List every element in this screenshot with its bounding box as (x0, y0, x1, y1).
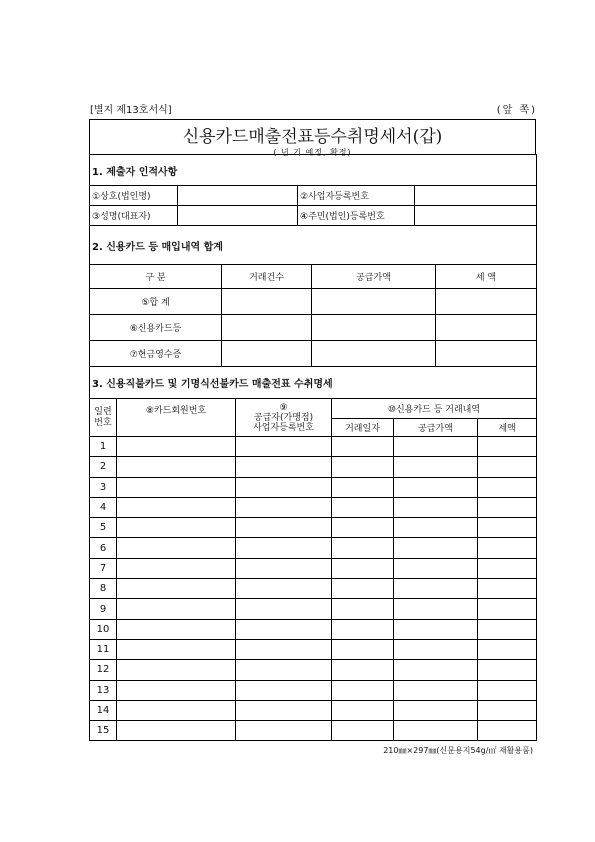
supply-amount-cell[interactable] (394, 700, 478, 720)
page-side-label: (앞 쪽) (496, 105, 537, 116)
field-label-company: ①상호(법인명) (90, 186, 178, 206)
trade-date-cell[interactable] (332, 477, 394, 497)
row-serial-number: 3 (90, 477, 117, 497)
supplier-bizno-cell[interactable] (236, 457, 332, 477)
tax-amount-cell[interactable] (478, 437, 537, 457)
section2-heading: 2. 신용카드 등 매입내역 합계 (90, 226, 537, 265)
tax-amount-cell[interactable] (478, 639, 537, 659)
tax-amount-cell[interactable] (478, 721, 537, 741)
field-value-bizno[interactable] (415, 186, 537, 206)
tax-amount-cell[interactable] (478, 579, 537, 599)
supply-amount-cell[interactable] (394, 639, 478, 659)
row-serial-number: 11 (90, 639, 117, 659)
table-row (90, 700, 537, 720)
row-serial-number: 14 (90, 700, 117, 720)
col-supplier (236, 399, 332, 437)
col-supply-amount: 공급가액 (394, 419, 478, 437)
cell-creditcard-tax[interactable] (436, 315, 537, 341)
supplier-bizno-cell[interactable] (236, 680, 332, 700)
supplier-bizno-cell[interactable] (236, 497, 332, 517)
supplier-bizno-cell[interactable] (236, 700, 332, 720)
card-number-cell[interactable] (117, 639, 236, 659)
supply-amount-cell[interactable] (394, 680, 478, 700)
table-row (90, 558, 537, 578)
supply-amount-cell[interactable] (394, 477, 478, 497)
supplier-bizno-cell[interactable] (236, 558, 332, 578)
supply-amount-cell[interactable] (394, 558, 478, 578)
card-number-cell[interactable] (117, 660, 236, 680)
card-number-cell[interactable] (117, 721, 236, 741)
card-number-cell[interactable] (117, 518, 236, 538)
col-trade-date: 거래일자 (332, 419, 394, 437)
trade-date-cell[interactable] (332, 457, 394, 477)
table-row (90, 599, 537, 619)
supplier-bizno-cell[interactable] (236, 518, 332, 538)
field-label-representative: ③성명(대표자) (90, 206, 178, 226)
supply-amount-cell[interactable] (394, 457, 478, 477)
tax-amount-cell[interactable] (478, 538, 537, 558)
row-serial-number: 12 (90, 660, 117, 680)
trade-date-cell[interactable] (332, 518, 394, 538)
row-serial-number: 7 (90, 558, 117, 578)
tax-amount-cell[interactable] (478, 660, 537, 680)
row-serial-number: 5 (90, 518, 117, 538)
section1-table (89, 154, 537, 226)
tax-amount-cell[interactable] (478, 477, 537, 497)
row-label-creditcard: ⑥신용카드등 (90, 315, 222, 341)
trade-date-cell[interactable] (332, 660, 394, 680)
cell-creditcard-count[interactable] (222, 315, 312, 341)
cell-cashreceipt-amount[interactable] (312, 341, 436, 367)
field-value-company[interactable] (178, 186, 298, 206)
cell-total-tax[interactable] (436, 289, 537, 315)
card-number-cell[interactable] (117, 497, 236, 517)
field-label-regno: ④주민(법인)등록번호 (298, 206, 415, 226)
table-row (90, 437, 537, 457)
table-row (90, 721, 537, 741)
section3-table (89, 366, 537, 741)
card-number-cell[interactable] (117, 599, 236, 619)
supplier-bizno-cell[interactable] (236, 721, 332, 741)
cell-creditcard-amount[interactable] (312, 315, 436, 341)
row-serial-number: 9 (90, 599, 117, 619)
row-label-total: ⑤합 계 (90, 289, 222, 315)
col-tax-amount: 세액 (478, 419, 537, 437)
table-row (90, 660, 537, 680)
card-number-cell[interactable] (117, 619, 236, 639)
supply-amount-cell[interactable] (394, 721, 478, 741)
row-serial-number: 1 (90, 437, 117, 457)
card-number-cell[interactable] (117, 457, 236, 477)
card-number-cell[interactable] (117, 437, 236, 457)
table-row (90, 680, 537, 700)
col-serial: 일련 번호 (90, 399, 117, 437)
supplier-bizno-cell[interactable] (236, 639, 332, 659)
supplier-bizno-cell[interactable] (236, 477, 332, 497)
tax-amount-cell[interactable] (478, 558, 537, 578)
supply-amount-cell[interactable] (394, 619, 478, 639)
col-category: 구 분 (90, 265, 222, 289)
trade-date-cell[interactable] (332, 639, 394, 659)
form-title: 신용카드매출전표등수취명세서(갑) (182, 127, 443, 147)
cell-cashreceipt-count[interactable] (222, 341, 312, 367)
row-serial-number: 15 (90, 721, 117, 741)
cell-total-amount[interactable] (312, 289, 436, 315)
section2-table (89, 225, 537, 367)
col-amount: 공급가액 (312, 265, 436, 289)
row-serial-number: 13 (90, 680, 117, 700)
col-tax: 세 액 (436, 265, 537, 289)
supply-amount-cell[interactable] (394, 579, 478, 599)
row-serial-number: 2 (90, 457, 117, 477)
table-row (90, 497, 537, 517)
table-row (90, 579, 537, 599)
tax-amount-cell[interactable] (478, 680, 537, 700)
tax-amount-cell[interactable] (478, 619, 537, 639)
trade-date-cell[interactable] (332, 558, 394, 578)
col-supplier-label: 공급자(가맹점) 사업자등록번호 (253, 412, 314, 433)
table-row (90, 639, 537, 659)
supplier-bizno-cell[interactable] (236, 437, 332, 457)
tax-amount-cell[interactable] (478, 599, 537, 619)
paper-spec-note: 210㎜×297㎜(신문용지54g/㎡ 재활용품) (383, 746, 533, 755)
form-title-box (89, 119, 536, 155)
table-row (90, 538, 537, 558)
tax-amount-cell[interactable] (478, 497, 537, 517)
card-number-cell[interactable] (117, 538, 236, 558)
supply-amount-cell[interactable] (394, 599, 478, 619)
field-value-representative[interactable] (178, 206, 298, 226)
section1-heading: 1. 제출자 인적사항 (90, 155, 537, 186)
row-serial-number: 8 (90, 579, 117, 599)
trade-date-cell[interactable] (332, 619, 394, 639)
supplier-bizno-cell[interactable] (236, 538, 332, 558)
card-number-cell[interactable] (117, 680, 236, 700)
table-row (90, 457, 537, 477)
field-label-bizno: ②사업자등록번호 (298, 186, 415, 206)
cell-cashreceipt-tax[interactable] (436, 341, 537, 367)
field-value-regno[interactable] (415, 206, 537, 226)
card-number-cell[interactable] (117, 477, 236, 497)
supply-amount-cell[interactable] (394, 660, 478, 680)
row-serial-number: 4 (90, 497, 117, 517)
section3-heading: 3. 신용직불카드 및 기명식선불카드 매출전표 수취명세 (90, 367, 537, 399)
trade-date-cell[interactable] (332, 599, 394, 619)
form-number-label: [별지 제13호서식] (90, 105, 172, 116)
section3-rows (90, 437, 537, 741)
trade-date-cell[interactable] (332, 497, 394, 517)
tax-amount-cell[interactable] (478, 518, 537, 538)
card-number-cell[interactable] (117, 558, 236, 578)
table-row (90, 518, 537, 538)
tax-amount-cell[interactable] (478, 700, 537, 720)
supply-amount-cell[interactable] (394, 538, 478, 558)
tax-amount-cell[interactable] (478, 457, 537, 477)
supply-amount-cell[interactable] (394, 437, 478, 457)
col-detail-group: ⑩신용카드 등 거래내역 (332, 399, 537, 419)
trade-date-cell[interactable] (332, 700, 394, 720)
row-serial-number: 6 (90, 538, 117, 558)
trade-date-cell[interactable] (332, 538, 394, 558)
supplier-bizno-cell[interactable] (236, 579, 332, 599)
trade-date-cell[interactable] (332, 437, 394, 457)
supply-amount-cell[interactable] (394, 518, 478, 538)
trade-date-cell[interactable] (332, 721, 394, 741)
trade-date-cell[interactable] (332, 680, 394, 700)
supplier-bizno-cell[interactable] (236, 660, 332, 680)
table-row (90, 477, 537, 497)
supply-amount-cell[interactable] (394, 497, 478, 517)
trade-date-cell[interactable] (332, 579, 394, 599)
row-serial-number: 10 (90, 619, 117, 639)
row-label-cashreceipt: ⑦현금영수증 (90, 341, 222, 367)
table-row (90, 619, 537, 639)
cell-total-count[interactable] (222, 289, 312, 315)
form-period: ( 년 기 예정, 확정) (273, 148, 352, 157)
card-number-cell[interactable] (117, 700, 236, 720)
card-number-cell[interactable] (117, 579, 236, 599)
supplier-bizno-cell[interactable] (236, 619, 332, 639)
col-card-number: ⑧카드회원번호 (117, 399, 236, 437)
col-supplier-number: ⑨ (279, 402, 288, 413)
col-count: 거래건수 (222, 265, 312, 289)
supplier-bizno-cell[interactable] (236, 599, 332, 619)
